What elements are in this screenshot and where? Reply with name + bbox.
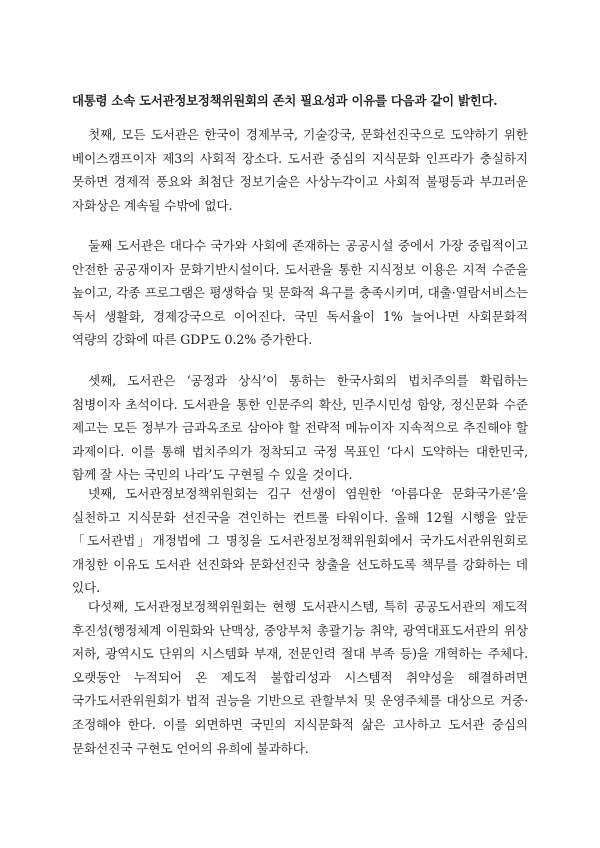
- paragraph-third: 셋째, 도서관은 ‘공정과 상식’이 통하는 한국사회의 법치주의를 확립하는 첨병이자 초석이다. 도서관을 통한 인문주의 확산, 민주시민성 함양, 정신문화 수준 제고는 모든 정부가 금과옥조로 삼아야 할 전략적 메뉴이자 지속적으로 추진해야 할 과제이다. 이를 통해 법치주의가 정착되고 국정 목표인 ‘다시 도약하는 대한민국, 함께 잘 사는 국민의 나라’도 구현될 수 있을 것이다.: [72, 373, 528, 483]
- paragraph-second: 둘째 도서관은 대다수 국가와 사회에 존재하는 공공시설 중에서 가장 중립적이고 안전한 공공재이자 문화기반시설이다. 도서관을 통한 지식정보 이용은 지적 수준을 높이고, 각종 프로그램은 평생학습 및 문화적 욕구를 충족시키며, 대출·열람서비스는 독서 생활화, 경제강국으로 이어진다. 국민 독서율이 1% 늘어나면 사회문화적 역량의 강화에 따른 GDP도 0.2% 증가한다.: [72, 238, 528, 348]
- document-title: 대통령 소속 도서관정보정책위원회의 존치 필요성과 이유를 다음과 같이 밝힌다.: [72, 93, 498, 108]
- paragraph-first: 첫째, 모든 도서관은 한국이 경제부국, 기술강국, 문화선진국으로 도약하기 위한 베이스캠프이자 제3의 사회적 장소다. 도서관 중심의 지식문화 인프라가 충실하지 못하면 경제적 풍요와 최첨단 정보기술은 사상누각이고 사회적 불평등과 부끄러운 자화상은 계속될 수밖에 없다.: [72, 127, 528, 213]
- paragraph-fourth: 넷째, 도서관정보정책위원회는 김구 선생이 염원한 ‘아름다운 문화국가론’을 실천하고 지식문화 선진국을 견인하는 컨트롤 타워이다. 올해 12월 시행을 앞둔「도서관법」개정법에 그 명칭을 도서관정보정책위원회에서 국가도서관위원회로 개칭한 이유도 도서관 선진화와 문화선진국 창출을 선도하도록 책무를 강화하는 데 있다.: [72, 486, 528, 596]
- paragraph-fifth: 다섯째, 도서관정보정책위원회는 현행 도서관시스템, 특히 공공도서관의 제도적 후진성(행정체계 이원화와 난맥상, 중앙부처 총괄기능 취약, 광역대표도서관의 위상 저하, 광역시도 단위의 시스템화 부재, 전문인력 절대 부족 등)을 개혁하는 주체다. 오랫동안 누적되어 온 제도적 불합리성과 시스템적 취약성을 해결하려면 국가도서관위원회가 법적 권능을 기반으로 관할부처 및 운영주체를 대상으로 거중·조정해야 한다. 이를 외면하면 국민의 지식문화적 삶은 고사하고 도서관 중심의 문화선진국 구현도 언어의 유희에 불과하다.: [72, 599, 528, 756]
